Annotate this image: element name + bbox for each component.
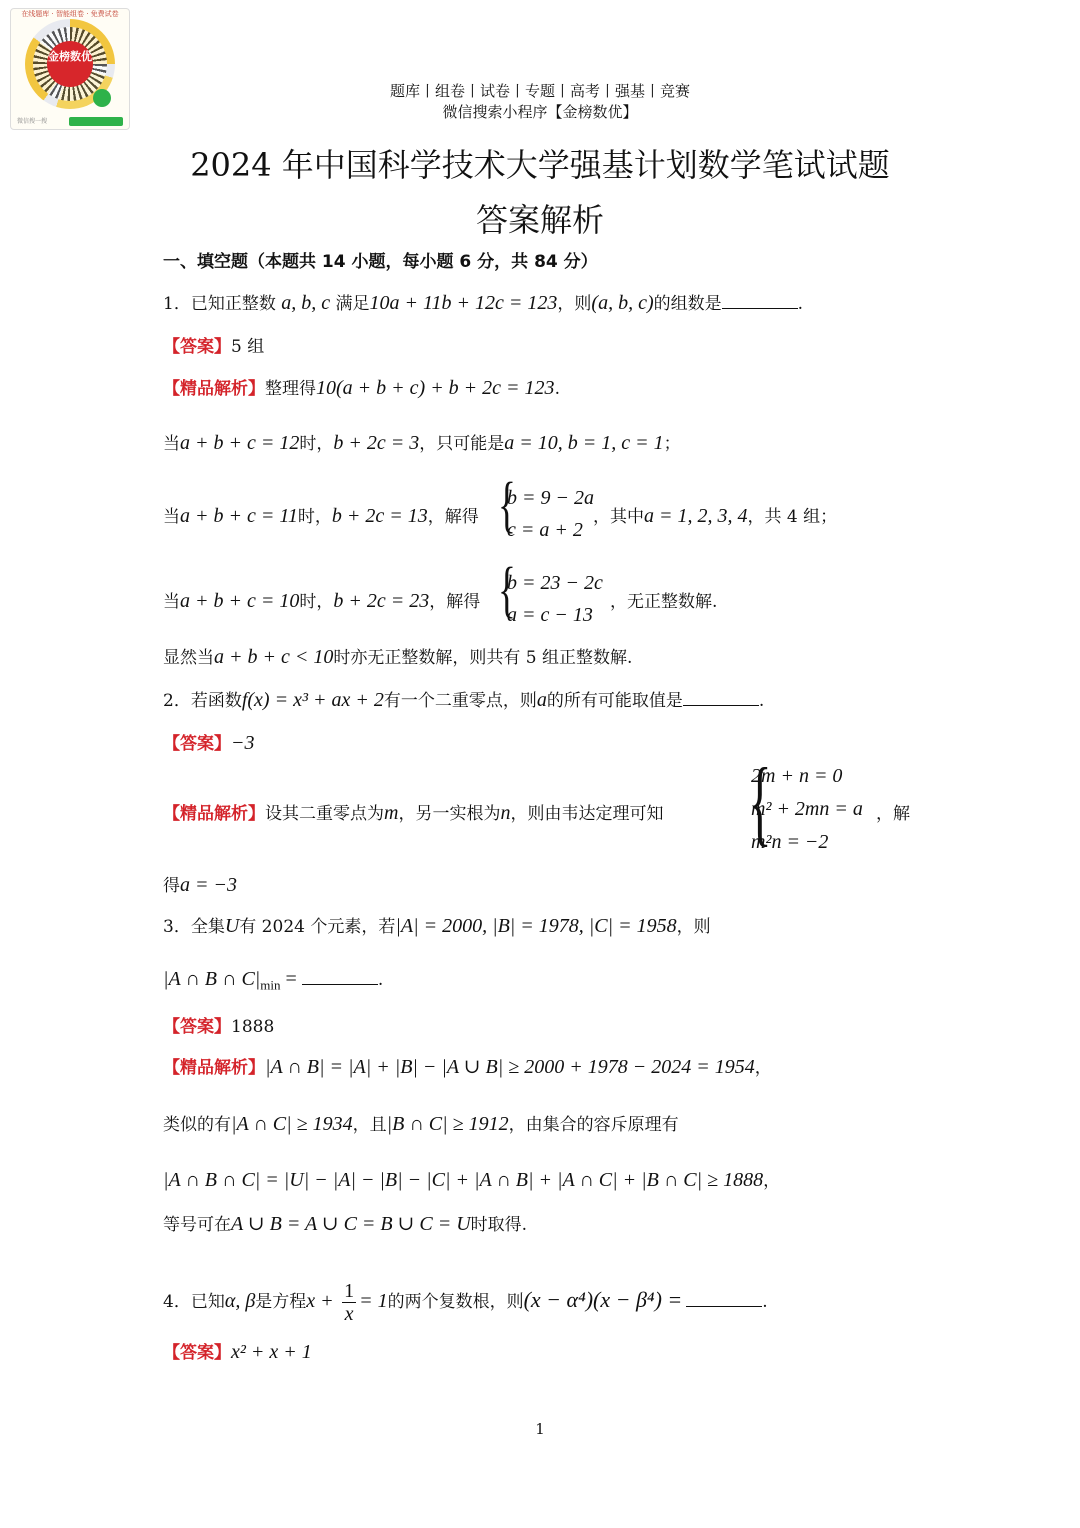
text: ，由集合的容斥原理有 bbox=[508, 1115, 679, 1135]
q2-number: 2． bbox=[163, 691, 191, 711]
math: |A ∩ B ∩ C| bbox=[163, 968, 261, 990]
text: 当 bbox=[163, 434, 180, 454]
text: 当 bbox=[163, 507, 180, 527]
fraction bbox=[342, 1280, 356, 1325]
math: a = c − 13 bbox=[507, 604, 593, 626]
subscript: min bbox=[260, 977, 281, 993]
math: a bbox=[536, 689, 547, 711]
logo-footer-text: 微信搜一搜 bbox=[17, 118, 48, 125]
q3-analysis-line3 bbox=[163, 1166, 780, 1192]
math: f(x) = x³ + ax + 2 bbox=[241, 689, 384, 711]
left-brace: { bbox=[748, 748, 772, 855]
text: 若函数 bbox=[190, 691, 242, 711]
text: 当 bbox=[163, 592, 180, 612]
math: |A ∩ B| = |A| + |B| − |A ∪ B| ≥ 2000 + 1978 − 2024 = 1954 bbox=[265, 1056, 755, 1078]
page-subtitle: 答案解析 bbox=[475, 201, 604, 239]
math: α, β bbox=[224, 1290, 256, 1312]
q3-analysis bbox=[163, 1053, 772, 1079]
text: ，另一实根为 bbox=[398, 804, 501, 824]
text: 有 2024 个元素，若 bbox=[239, 917, 396, 937]
math: c = a + 2 bbox=[507, 519, 583, 541]
text: ，解得 bbox=[429, 592, 481, 612]
section-heading: 一、填空题（本题共 14 小题，每小题 6 分，共 84 分） bbox=[163, 252, 598, 272]
text: . bbox=[762, 1292, 768, 1312]
answer-blank bbox=[302, 984, 378, 985]
analysis-label: 【精品解析】 bbox=[163, 379, 265, 399]
text: 得 bbox=[163, 876, 180, 896]
text: ，则 bbox=[676, 917, 711, 937]
q2-analysis-tail: ，解 bbox=[876, 804, 910, 824]
math: A ∪ B = A ∪ C = B ∪ C = U bbox=[231, 1213, 471, 1235]
q3-number: 3． bbox=[163, 917, 191, 937]
math: a + b + c = 12 bbox=[180, 432, 300, 454]
header-subnav: 微信搜索小程序【金榜数优】 bbox=[442, 103, 638, 121]
text: ，其中 bbox=[593, 507, 644, 527]
math: b + 2c = 13 bbox=[331, 505, 428, 527]
q1-case-10 bbox=[163, 587, 480, 613]
text: ， bbox=[754, 1058, 772, 1078]
math: b = 23 − 2c bbox=[507, 572, 603, 594]
math: |A ∩ C| ≥ 1934 bbox=[231, 1113, 353, 1135]
q1-text: 的组数是 bbox=[653, 294, 722, 314]
math: = bbox=[280, 968, 302, 990]
math: a + b + c = 11 bbox=[180, 505, 298, 527]
math: = 1 bbox=[359, 1290, 388, 1312]
answer-label: 【答案】 bbox=[163, 1343, 231, 1363]
question-3-blank-line bbox=[163, 968, 383, 993]
q1-number: 1． bbox=[163, 294, 191, 314]
answer-blank bbox=[686, 1306, 762, 1307]
math: m²n = −2 bbox=[751, 831, 829, 853]
math: (x − α⁴)(x − β⁴) = bbox=[523, 1287, 683, 1312]
text: ，则由韦达定理可知 bbox=[510, 804, 664, 824]
math: |A ∩ B ∩ C| = |U| − |A| − |B| − |C| + |A ∩ B| + |A ∩ C| + |B ∩ C| ≥ 1888 bbox=[163, 1169, 764, 1191]
question-4 bbox=[163, 1280, 768, 1325]
q1-text: . bbox=[797, 294, 804, 314]
q1-analysis-text: . bbox=[554, 379, 560, 399]
answer-label: 【答案】 bbox=[163, 1017, 231, 1037]
math: a + b + c < 10 bbox=[214, 646, 334, 668]
q4-number: 4． bbox=[163, 1292, 191, 1312]
answer-blank bbox=[683, 705, 759, 706]
q1-analysis-text: 整理得 bbox=[265, 379, 316, 399]
text: 等号可在 bbox=[163, 1215, 231, 1235]
q2-answer-value: −3 bbox=[231, 732, 255, 754]
text: 时， bbox=[299, 592, 334, 612]
q1-conclusion bbox=[163, 643, 632, 669]
math: n bbox=[500, 802, 511, 824]
text: ，共 4 组； bbox=[747, 507, 838, 527]
q3-answer-value: 1888 bbox=[231, 1017, 275, 1037]
left-brace: { bbox=[497, 556, 516, 624]
text: 全集 bbox=[190, 917, 225, 937]
q1-case-10-tail: ，无正整数解. bbox=[610, 592, 718, 612]
logo-center: 金榜数优 bbox=[47, 41, 93, 87]
text: 时， bbox=[297, 507, 332, 527]
text: 已知 bbox=[190, 1292, 225, 1312]
q4-answer bbox=[163, 1338, 312, 1364]
text: ； bbox=[663, 434, 681, 454]
answer-label: 【答案】 bbox=[163, 337, 231, 357]
text: 时取得. bbox=[470, 1215, 528, 1235]
q1-text: 已知正整数 bbox=[190, 294, 276, 314]
text: ，解得 bbox=[427, 507, 479, 527]
math: a + b + c = 10 bbox=[180, 590, 300, 612]
text: ， bbox=[763, 1171, 781, 1191]
question-2 bbox=[163, 686, 764, 712]
page-number: 1 bbox=[535, 1420, 545, 1438]
fraction-numerator: 1 bbox=[344, 1280, 355, 1302]
q1-case-12 bbox=[163, 429, 681, 455]
math: a = 10, b = 1, c = 1 bbox=[504, 432, 664, 454]
math: x + bbox=[306, 1290, 334, 1312]
question-3 bbox=[163, 912, 711, 938]
math: |B ∩ C| ≥ 1912 bbox=[386, 1113, 509, 1135]
text: 的所有可能取值是 bbox=[546, 691, 683, 711]
q1-analysis bbox=[163, 374, 560, 400]
text: 时， bbox=[299, 434, 334, 454]
math: b + 2c = 3 bbox=[333, 432, 420, 454]
text: . bbox=[758, 691, 765, 711]
q1-case-11 bbox=[163, 502, 479, 528]
analysis-label: 【精品解析】 bbox=[163, 1058, 265, 1078]
math: U bbox=[224, 915, 240, 937]
q4-answer-value: x² + x + 1 bbox=[231, 1341, 312, 1363]
q2-analysis bbox=[163, 799, 663, 825]
text: ，只可能是 bbox=[419, 434, 505, 454]
answer-label: 【答案】 bbox=[163, 734, 231, 754]
q3-analysis-line4 bbox=[163, 1210, 527, 1236]
q3-analysis-line2 bbox=[163, 1110, 679, 1136]
q3-answer bbox=[163, 1012, 274, 1037]
math: m² + 2mn = a bbox=[751, 798, 863, 820]
fraction-denominator: x bbox=[344, 1303, 354, 1325]
text: . bbox=[377, 970, 384, 990]
analysis-label: 【精品解析】 bbox=[163, 804, 265, 824]
left-brace: { bbox=[497, 471, 516, 539]
q1-math: 10a + 11b + 12c = 123 bbox=[369, 292, 558, 314]
math: 2m + n = 0 bbox=[751, 765, 843, 787]
text: 的两个复数根，则 bbox=[387, 1292, 524, 1312]
logo-arc-text: 在线题库 · 智能组卷 · 免费试卷 bbox=[21, 10, 119, 18]
text: ，且 bbox=[352, 1115, 387, 1135]
question-1 bbox=[163, 289, 803, 315]
q1-text: 满足 bbox=[335, 294, 370, 314]
q2-result bbox=[163, 871, 237, 897]
text: 类似的有 bbox=[163, 1115, 231, 1135]
math: a = 1, 2, 3, 4 bbox=[644, 505, 748, 527]
answer-blank bbox=[722, 308, 798, 309]
text: 时亦无正整数解，则共有 5 组正整数解. bbox=[333, 648, 633, 668]
q2-answer bbox=[163, 729, 255, 755]
q1-answer-value: 5 组 bbox=[231, 337, 265, 357]
text: 是方程 bbox=[255, 1292, 307, 1312]
math: a = −3 bbox=[180, 874, 237, 896]
header-nav: 题库丨组卷丨试卷丨专题丨高考丨强基丨竞赛 bbox=[389, 82, 690, 100]
q1-text: ，则 bbox=[557, 294, 592, 314]
math: b + 2c = 23 bbox=[333, 590, 430, 612]
q1-case-11-tail bbox=[593, 502, 837, 528]
page-title: 2024 年中国科学技术大学强基计划数学笔试试题 bbox=[190, 146, 890, 184]
math: m bbox=[384, 802, 399, 824]
q1-math: (a, b, c) bbox=[591, 292, 654, 314]
text: 有一个二重零点，则 bbox=[383, 691, 537, 711]
text: 设其二重零点为 bbox=[265, 804, 384, 824]
q1-analysis-math: 10(a + b + c) + b + 2c = 123 bbox=[316, 377, 555, 399]
q1-answer bbox=[163, 332, 264, 357]
text: 显然当 bbox=[163, 648, 214, 668]
math: |A| = 2000, |B| = 1978, |C| = 1958 bbox=[395, 915, 677, 937]
math: b = 9 − 2a bbox=[507, 487, 594, 509]
q1-math: a, b, c bbox=[281, 292, 331, 314]
